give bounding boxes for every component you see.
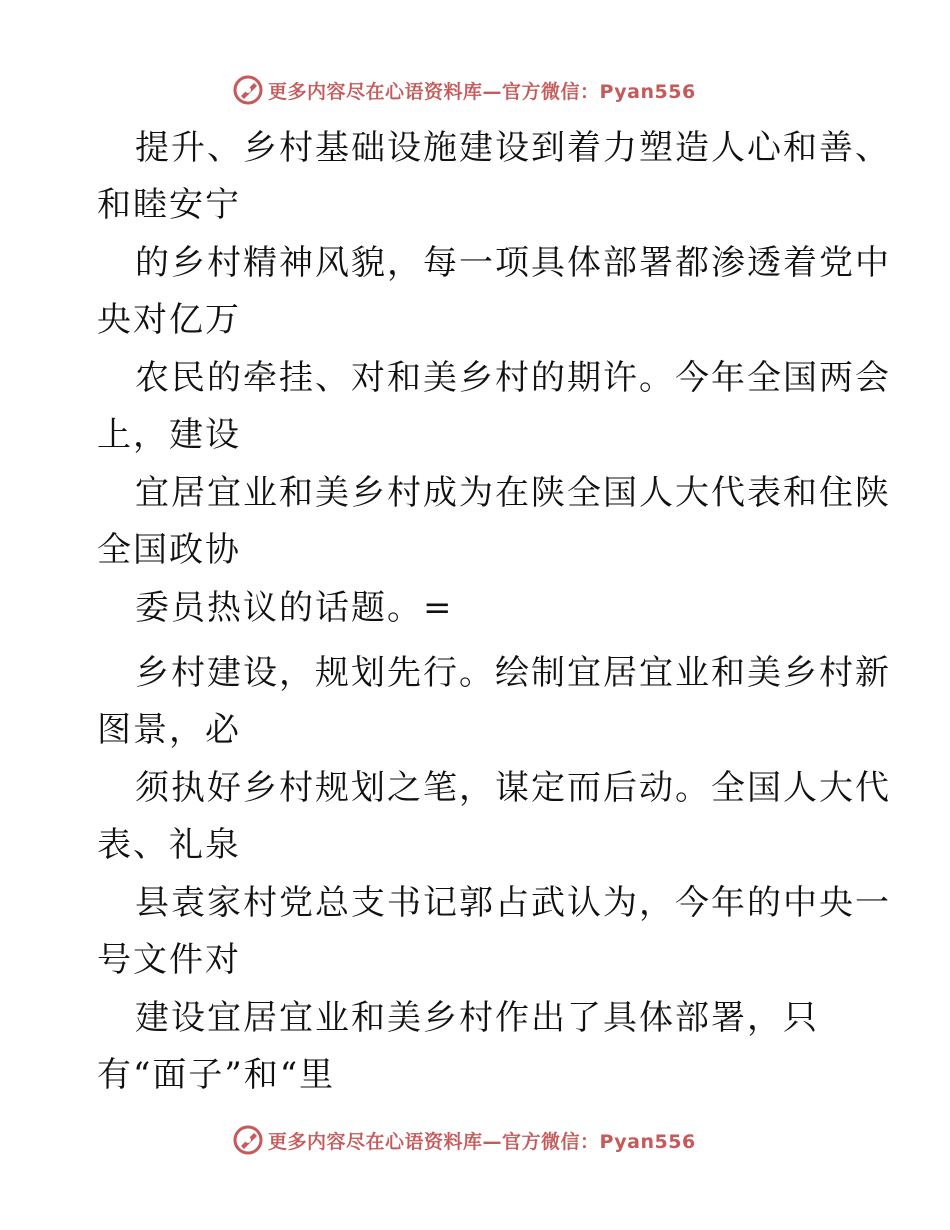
text-line: 提升、乡村基础设施建设到着力塑造人心和善、 — [135, 128, 891, 168]
text-line: 须执好乡村规划之笔，谋定而后动。全国人大代 — [135, 768, 891, 808]
footer-watermark — [232, 1123, 696, 1157]
text-line: 和睦安宁 — [97, 185, 241, 225]
text-line: 建设宜居宜业和美乡村作出了具体部署，只 — [135, 998, 819, 1038]
text-line: 表、礼泉 — [97, 825, 241, 865]
watermark-text: 更多内容尽在心语资料库—官方微信：Pyan556 — [268, 80, 696, 103]
text-line: 上，建设 — [97, 415, 241, 455]
text-line: 乡村建设，规划先行。绘制宜居宜业和美乡村新 — [135, 653, 891, 693]
text-line: 全国政协 — [97, 530, 241, 570]
text-line: 有“面子”和“里 — [97, 1055, 336, 1095]
text-line: 委员热议的话题。= — [135, 588, 454, 628]
logo-icon — [232, 74, 264, 106]
text-line: 县袁家村党总支书记郭占武认为，今年的中央一 — [135, 883, 891, 923]
text-line: 的乡村精神风貌，每一项具体部署都渗透着党中 — [135, 243, 891, 283]
watermark-text: 更多内容尽在心语资料库—官方微信：Pyan556 — [268, 1130, 696, 1153]
header-watermark — [232, 73, 696, 107]
text-line: 号文件对 — [97, 940, 241, 980]
text-line: 宜居宜业和美乡村成为在陕全国人大代表和住陕 — [135, 473, 891, 513]
text-line: 央对亿万 — [97, 300, 241, 340]
text-line: 图景，必 — [97, 710, 241, 750]
text-line: 农民的牵挂、对和美乡村的期许。今年全国两会 — [135, 358, 891, 398]
logo-icon — [232, 1124, 264, 1156]
